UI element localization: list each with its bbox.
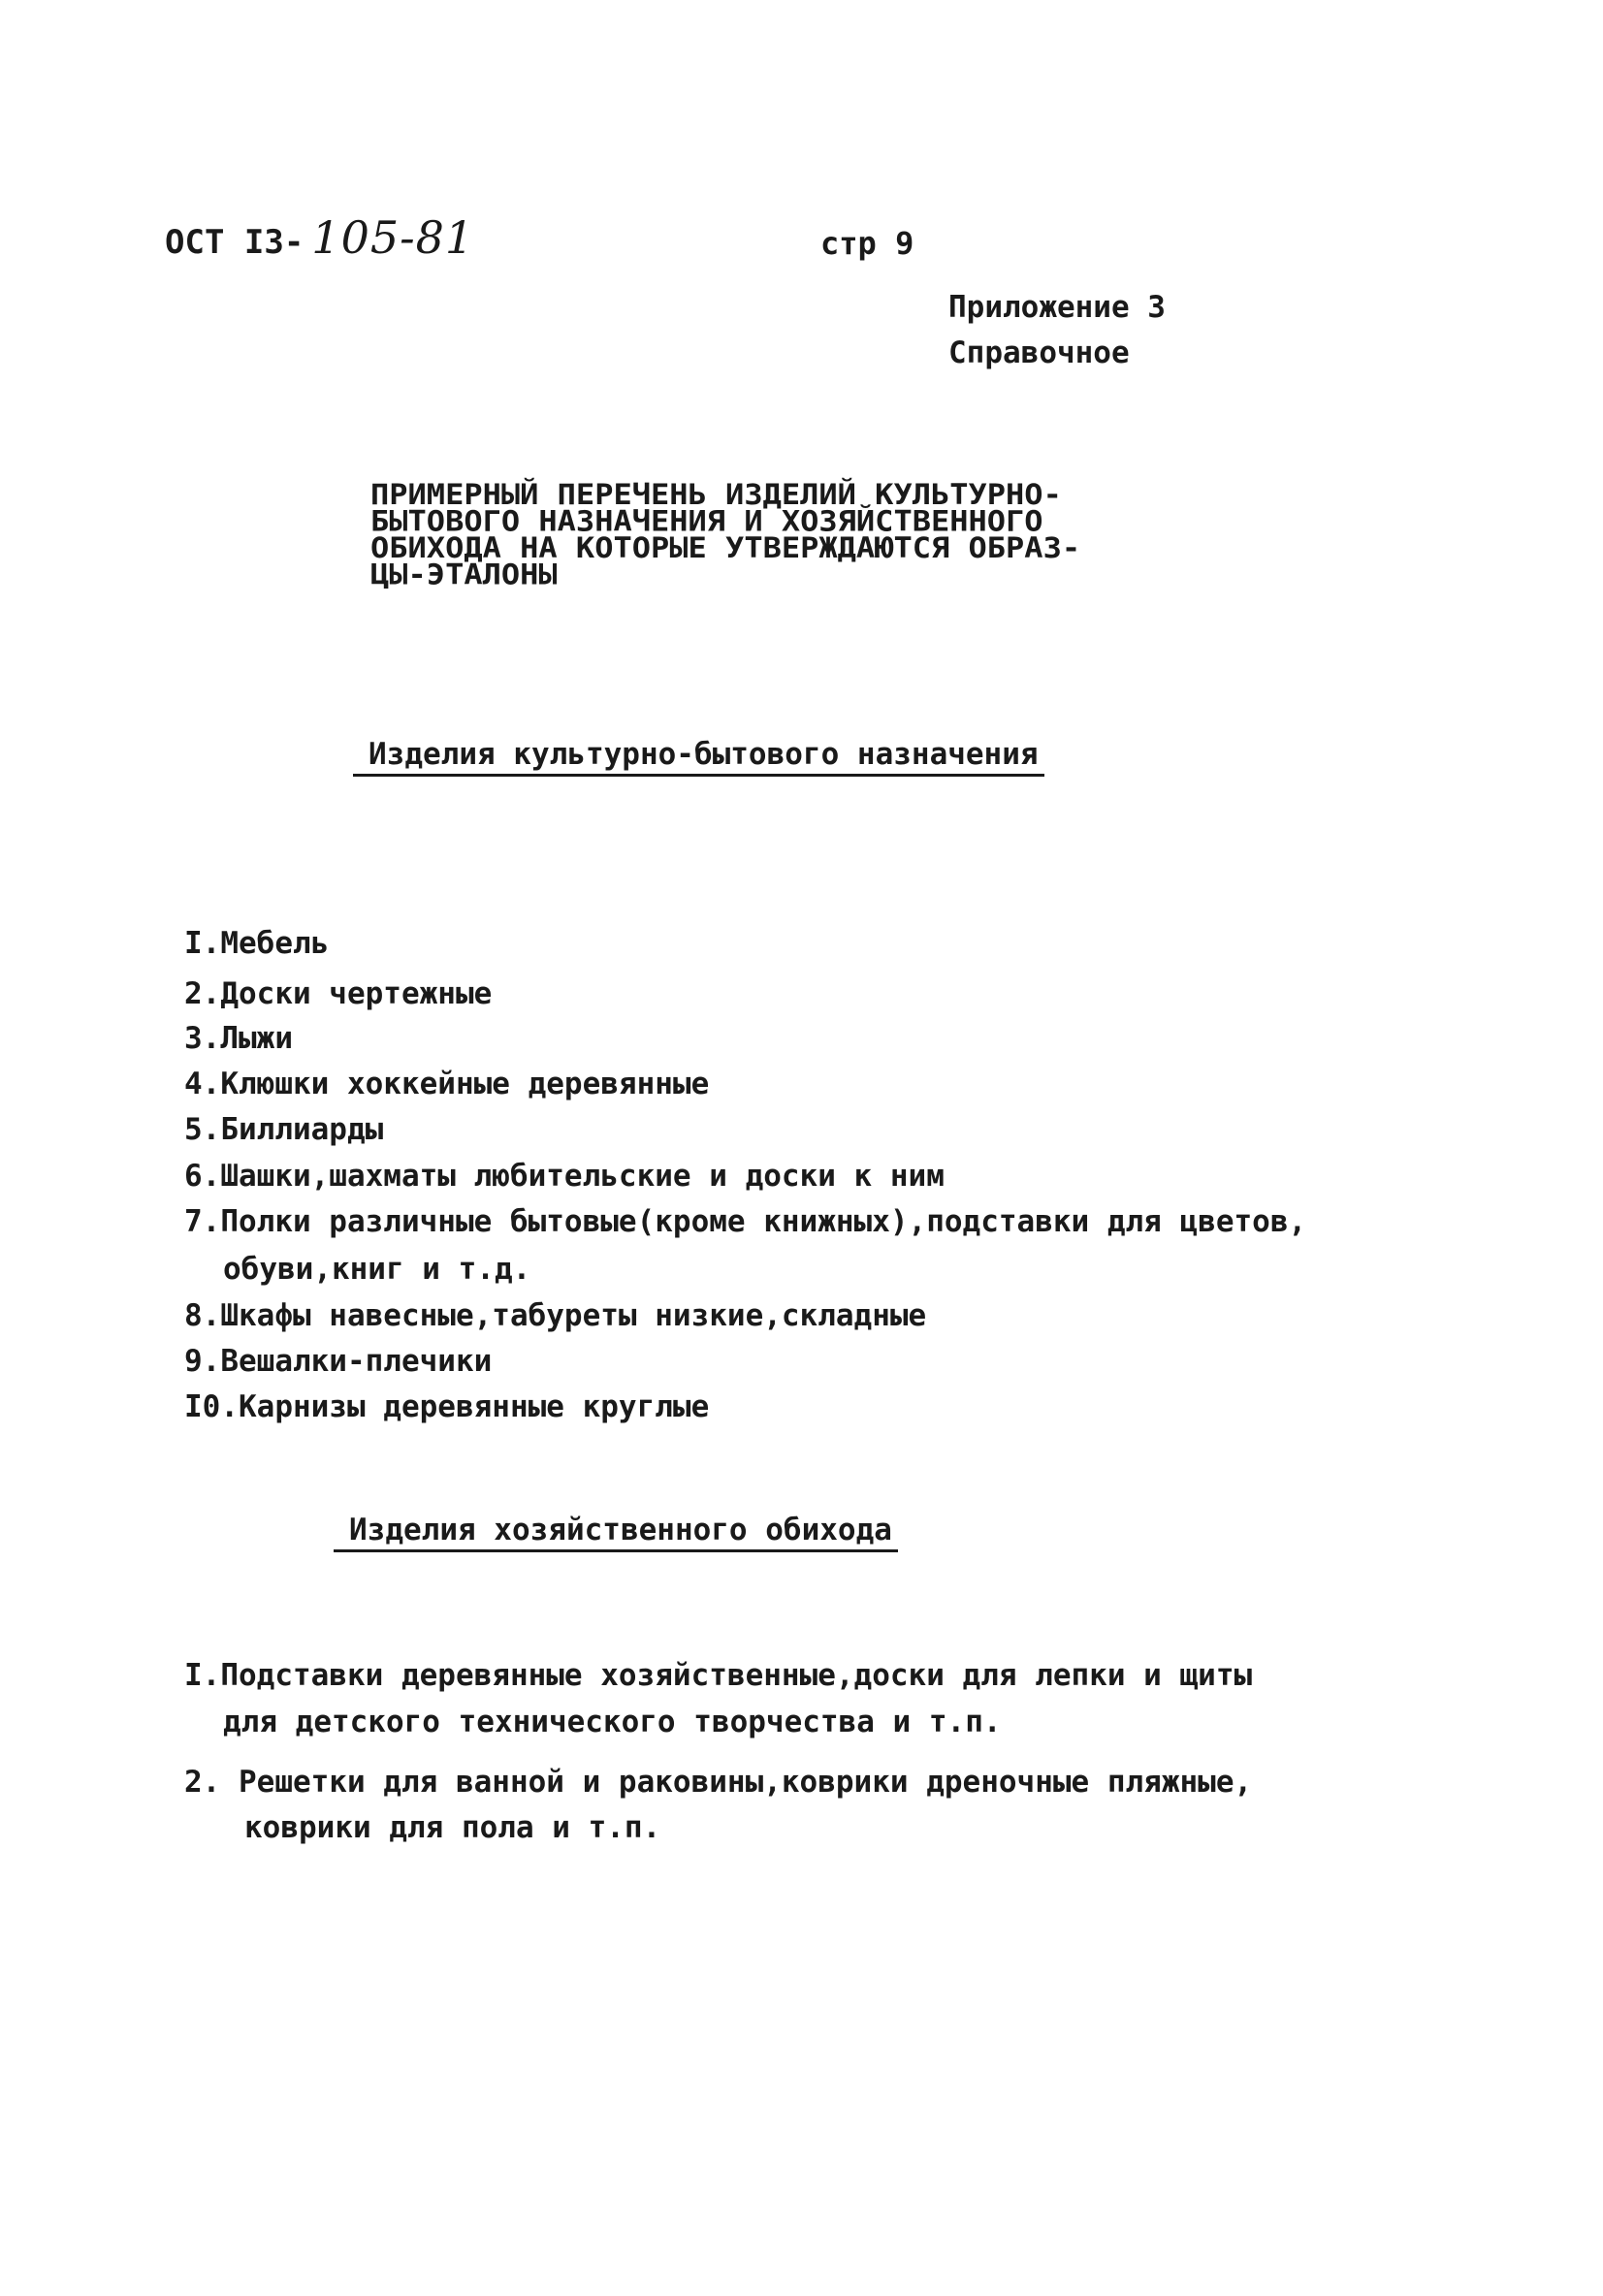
title-line: ПРИМЕРНЫЙ ПЕРЕЧЕНЬ ИЗДЕЛИЙ КУЛЬТУРНО- [370, 477, 1062, 512]
list-item-continuation: для детского технического творчества и т.п. [223, 1705, 1002, 1739]
document-title [370, 477, 1081, 592]
title-line: ОБИХОДА НА КОТОРЫЕ УТВЕРЖДАЮТСЯ ОБРАЗ- [370, 530, 1081, 565]
title-line: ЦЫ-ЭТАЛОНЫ [370, 558, 558, 592]
list-item: 7.Полки различные бытовые(кроме книжных),подставки для цветов, [184, 1204, 1307, 1239]
section-heading-household: Изделия хозяйственного обихода [334, 1513, 898, 1552]
appendix-type: Справочное [948, 335, 1130, 370]
title-line: БЫТОВОГО НАЗНАЧЕНИЯ И ХОЗЯЙСТВЕННОГО [370, 503, 1043, 538]
list-item: 8.Шкафы навесные,табуреты низкие,складные [184, 1298, 927, 1333]
list-item: I.Подставки деревянные хозяйственные,доски для лепки и щиты [184, 1658, 1253, 1693]
appendix-label [948, 285, 1166, 376]
list-item: 2.Доски чертежные [184, 976, 493, 1011]
standard-code [165, 211, 474, 264]
page-number: стр 9 [820, 225, 914, 262]
list-item-continuation: коврики для пола и т.п. [244, 1810, 661, 1845]
list-item: I.Мебель [184, 926, 330, 961]
list-item: 5.Биллиарды [184, 1112, 384, 1147]
list-item: 9.Вешалки-плечики [184, 1344, 493, 1379]
appendix-number: Приложение 3 [948, 290, 1166, 325]
list-item: 4.Клюшки хоккейные деревянные [184, 1067, 710, 1101]
list-item: 2. Решетки для ванной и раковины,коврики дреночные пляжные, [184, 1765, 1253, 1800]
standard-code-prefix: ОСТ I3- [165, 223, 305, 262]
section-heading-cultural: Изделия культурно-бытового назначения [353, 737, 1044, 777]
list-item-continuation: обуви,книг и т.д. [223, 1252, 531, 1287]
list-item: 3.Лыжи [184, 1021, 293, 1056]
handwritten-number: 105-81 [311, 211, 475, 264]
list-item: I0.Карнизы деревянные круглые [184, 1389, 710, 1424]
list-item: 6.Шашки,шахматы любительские и доски к ним [184, 1159, 945, 1194]
